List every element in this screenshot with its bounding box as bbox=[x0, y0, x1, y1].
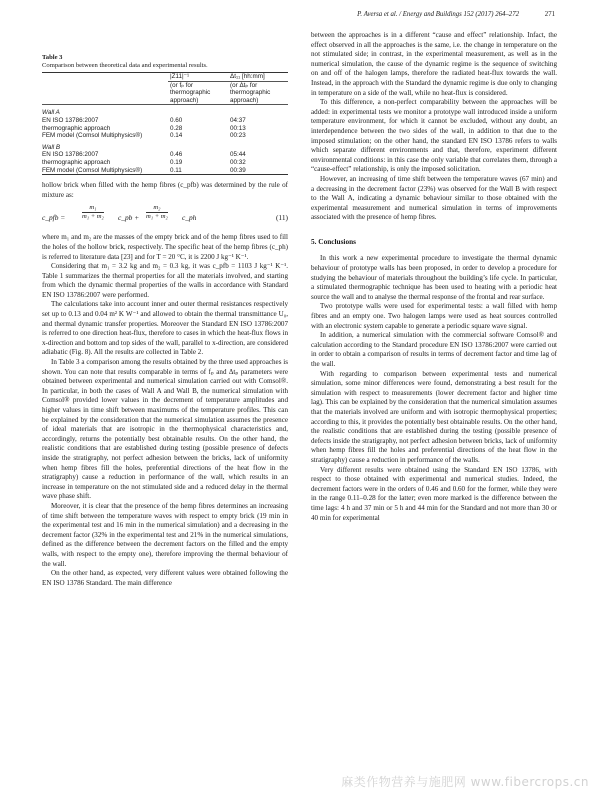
comparison-table bbox=[42, 72, 288, 175]
page-number: 271 bbox=[544, 11, 555, 18]
body-paragraph: With regarding to comparison between experimental tests and numerical simulation, some minor differences were found, demonstrating a best result for the simulation with respect to measurements (lower decrement factor and higher time lag). This can be explained by the consideration that the numerical simulation assumes that the materials involved are uniform and with isotropic thermophysical properties; according to this, it provides the potentially best obtainable results. On the other hand, the realistic conditions that are established during the testing (possible presence of defects inside the stratigraphy, not perfect adhesion between bricks, lack of uniformity when hemp fibres fill the holes and preferential directions of the heat flow in the stratigraphy) cause a reduction in performance of the walls. bbox=[311, 369, 557, 464]
body-paragraph: Moreover, it is clear that the presence of the hemp fibres determines an increasing of time shift between the temperature waves with respect to empty brick (19 min in the experimental test and 16 min in the numerical simulation) and a decreasing in the decrement factor (32% in the experimental test and 21% in the numerical simulations, defined as the difference between the decrement factors on the filled and the empty walls, with respect to the empty one), therefore improving the thermal behaviour of the wall. bbox=[42, 501, 288, 568]
table-row: EN ISO 13786:2007 0.46 05:44 bbox=[42, 151, 246, 159]
col2-header: Δt₁₁ [hh:mm] bbox=[228, 73, 288, 82]
table-group-row: Wall B bbox=[42, 143, 61, 151]
running-header bbox=[40, 8, 555, 22]
table-row: EN ISO 13786:2007 0.60 04:37 bbox=[42, 116, 246, 124]
body-paragraph: However, an increasing of time shift between the temperature waves (67 min) and a decreasing in the decrement factor (23%) was observed for the Wall B with respect to the Wall A, indicating a dynamic behaviour similar to those obtained with the experimental measurement and numerical simulation in terms of improvements associated with the presence of hemp fibres. bbox=[311, 174, 557, 222]
right-column bbox=[311, 31, 557, 523]
journal-citation: P. Aversa et al. / Energy and Buildings 152 (2017) 264–272 bbox=[357, 11, 519, 18]
body-paragraph: In Table 3 a comparison among the results obtained by the three used approaches is shown. You can note that results comparable in terms of fₚ and Δtₚ parameters were obtained between experimental and numerical simulation carried out with Comsol®. In particular, in both the cases of Wall A and Wall B, the numerical simulation with Comsol® provided lower values in the decrement of temperature amplitudes and higher values in time shift between maximums of the temperature profiles. This can be explained by the consideration that the numerical simulation assumes the presence of ideal materials that are isotropic in the thermophysical characteristics and, accordingly, returns the potentially best obtainable results. On the other hand, the realistic conditions that are established during testing (possible presence of defects inside the stratigraphy, not perfect adhesion between the bricks, lack of uniformity when hemp fibres fill the holes, preferential directions of the heat flow in the stratigraphy) cause a reduction in performance of the wall, which results in an increase in temperature on the not stimulated side and a reduced delay in the thermal wave phase shift. bbox=[42, 358, 288, 501]
table-title: Table 3 bbox=[42, 54, 63, 61]
left-column bbox=[42, 36, 288, 588]
body-paragraph: Two prototype walls were used for experimental tests: a wall filled with hemp fibres and an empty one. Two halogen lamps were used as heat sources controlled with an electronic system capable to generate a periodic square wave signal. bbox=[311, 302, 557, 330]
body-paragraph: The calculations take into account inner and outer thermal resistances respectively set up to 0.13 and 0.04 m² K W⁻¹ and allowed to obtain the thermal transmittance U₀, and thermal dynamic transfer properties. Moreover the Standard EN ISO 13786:2007 is referred to one direction heat-flux, therefore to cases in which the heat-flux flows in x-direction and bottom and top sides of the wall, parallel to x-direction, are considered adiabatic (Fig. 8). All the results are collected in Table 2. bbox=[42, 300, 288, 357]
table-row: FEM model (Comsol Multiphysics®) 0.11 00:39 bbox=[42, 167, 288, 175]
table-row: thermographic approach 0.19 00:32 bbox=[42, 158, 246, 166]
table-row: FEM model (Comsol Multiphysics®) 0.14 00:23 bbox=[42, 132, 246, 140]
equation-term-1: c_pb + bbox=[118, 213, 140, 223]
col1-subheader: (or fₚ for thermographic approach) bbox=[168, 81, 228, 105]
table-row: thermographic approach 0.28 00:13 bbox=[42, 124, 246, 132]
equation-term-2: c_ph bbox=[182, 213, 197, 223]
body-paragraph: where m₁ and m₂ are the masses of the empty brick and of the hemp fibres used to fill the holes of the hollow brick, respectively. The specific heat of the hemp fibres (c_ph) is referred to literature data [23] and for T = 20 °C, it is 2200 J kg⁻¹ K⁻¹. bbox=[42, 233, 288, 261]
body-paragraph: To this difference, a non-perfect comparability between the approaches will be added: in experimental tests we monitor a prototype wall introduced inside a uniform temperature environment, for which it cannot be excluded, without any doubt, an interdependence between the two sides of the wall, in addition to that due to the imposed stimulation; on the other hand, the standard EN ISO 13786 refers to walls which separate different environments and that, therefore, experiment different environmental conditions: in this case the only variable that correlates them, through a “cause-effect” relationship, is only the imposed solicitation. bbox=[311, 98, 557, 174]
body-paragraph: Considering that m₁ = 3.2 kg and m₂ = 0.3 kg, it was c_pfb = 1103 J kg⁻¹ K⁻¹. Table 1 summarizes the thermal properties for all the materials involved, and starting from which the dynamic thermal properties of the walls in accordance with Standard EN ISO 13786:2007 were performed. bbox=[42, 262, 288, 299]
body-paragraph: Very different results were obtained using the Standard EN ISO 13786, with respect to those obtained with experimental and numerical studies. Indeed, the decrement factors were in the orders of 0.46 and 0.60 for the former, while they were in the range 0.11–0.28 for the latter; even more marked is the difference between the time lags: 4 h and 37 min or 5 h and 44 min for the Standard and not more than 30 or 40 min for experimental bbox=[311, 465, 557, 522]
col2-subheader: (or Δtₚ for thermographic approach) bbox=[228, 81, 288, 105]
equation-11 bbox=[42, 204, 288, 230]
table-group-row: Wall A bbox=[42, 105, 288, 117]
body-paragraph: On the other hand, as expected, very different values were obtained following the EN ISO 13786 Standard. The main difference bbox=[42, 569, 288, 587]
table-subheader-row bbox=[42, 81, 288, 105]
table-caption: Comparison between theoretical data and experimental results. bbox=[42, 62, 208, 69]
body-paragraph: hollow brick when filled with the hemp fibres (c_pfb) was determined by the rule of mixture as: bbox=[42, 181, 288, 199]
col1-header: |Z11|⁻¹ bbox=[168, 73, 228, 82]
equation-fraction-1: $\frac{\text{m₁}}{\text{m₁ + m₂}}$ bbox=[82, 204, 104, 221]
body-paragraph: In this work a new experimental procedure to investigate the thermal dynamic behaviour of prototype walls has been proposed, in order to develop a procedure for studying the behaviour of materials throughout the building’s life cycle. In particular, a stimulated thermographic technique has been used to heating with a periodic heat source the wall and to analyse the thermal response of the frontal and rear surface. bbox=[311, 254, 557, 301]
body-paragraph: between the approaches is in a different “cause and effect” relationship. Infact, the effect observed in all the approaches is the same, i.e. the change in temperature on the not stimulated side; in contrast, in the experimental measurement, as well as in the numerical simulation, the cause of the dynamic regime is the sequence of switching on and off of the halogen lamps, therefore the radiated heat-flux towards the wall. Instead, in the approach with the Standard the dynamic regime is due only to changing in temperature on a side of the wall, while no heat-flux is considered. bbox=[311, 31, 557, 97]
equation-number: (11) bbox=[275, 213, 288, 223]
body-paragraph: In addition, a numerical simulation with the commercial software Comsol® and calculation according to the Standard procedure EN ISO 13786:2007 were carried out in order to obtain a comparison of results in terms of decrement factor and time lag of the wall. bbox=[311, 331, 557, 368]
equation-fraction-2: $\frac{\text{m₂}}{\text{m₁ + m₂}}$ bbox=[146, 204, 168, 221]
section-heading: 5. Conclusions bbox=[311, 236, 357, 246]
watermark: 麻类作物营养与施肥网 www.fibercrops.cn bbox=[341, 775, 589, 789]
table-header-row bbox=[42, 73, 288, 82]
equation-lhs: c_pfb = bbox=[42, 213, 66, 223]
